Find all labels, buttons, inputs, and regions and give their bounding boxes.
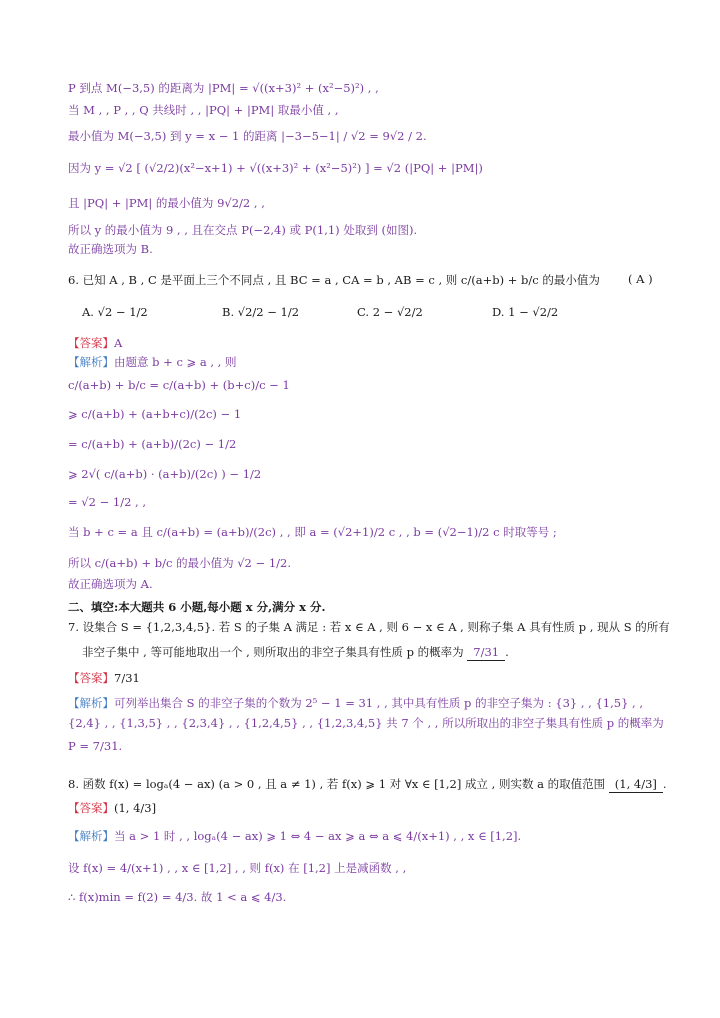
- answer-tag: 【答案】: [68, 336, 114, 350]
- question-7-line2: 非空子集中 , 等可能地取出一个 , 则所取出的非空子集具有性质 p 的概率为 7/31 .: [82, 645, 509, 659]
- question-7-answer: [68, 670, 660, 686]
- answer-tag: 【答案】: [68, 801, 114, 815]
- analysis-line: 当 b + c = a 且 c/(a+b) = (a+b)/(2c) , , 即 a = (√2+1)/2 c , , b = (√2−1)/2 c 时取等号 ;: [68, 525, 557, 539]
- section-heading: 二、填空:本大题共 6 小题,每小题 x 分,满分 x 分.: [68, 600, 326, 614]
- solution5-line: P 到点 M(−3,5) 的距离为 |PM| = √((x+3)² + (x²−5)²) , ,: [68, 81, 379, 95]
- analysis-line: = √2 − 1/2 , ,: [68, 495, 147, 509]
- solution5-line: 当 M , , P , , Q 共线时 , , |PQ| + |PM| 取最小值 , ,: [68, 103, 339, 117]
- question-7-text: 非空子集中 , 等可能地取出一个 , 则所取出的非空子集具有性质 p 的概率为: [82, 645, 464, 659]
- solution5-line: 且 |PQ| + |PM| 的最小值为 9√2/2 , ,: [68, 196, 265, 210]
- answer-value: A: [114, 336, 123, 350]
- analysis-tag: 【解析】: [68, 355, 114, 369]
- option-b: B. √2/2 − 1/2: [222, 305, 300, 319]
- option-d: D. 1 − √2/2: [492, 305, 559, 319]
- analysis-line: 所以 c/(a+b) + b/c 的最小值为 √2 − 1/2.: [68, 556, 291, 570]
- solution5-line: 最小值为 M(−3,5) 到 y = x − 1 的距离 |−3−5−1| / √2 = 9√2 / 2.: [68, 129, 427, 143]
- question-6-analysis: [68, 354, 660, 370]
- analysis-line: 当 a > 1 时 , , logₐ(4 − ax) ⩾ 1 ⇔ 4 − ax ⩾ a ⇔ a ⩽ 4/(x+1) , , x ∈ [1,2].: [114, 829, 522, 843]
- analysis-line: = c/(a+b) + (a+b)/(2c) − 1/2: [68, 437, 237, 451]
- analysis-line: 设 f(x) = 4/(x+1) , , x ∈ [1,2] , , 则 f(x) 在 [1,2] 上是减函数 , ,: [68, 861, 407, 875]
- analysis-line: 可列举出集合 S 的非空子集的个数为 2⁵ − 1 = 31 , , 其中具有性质 p 的非空子集为 : {3} , , {1,5} , ,: [114, 696, 644, 710]
- option-a: A. √2 − 1/2: [82, 305, 148, 319]
- option-c: C. 2 − √2/2: [357, 305, 423, 319]
- analysis-line: 故正确选项为 A.: [68, 577, 153, 591]
- analysis-line: {2,4} , , {1,3,5} , , {2,3,4} , , {1,2,4,5} , , {1,2,3,4,5} 共 7 个 , , 所以所取出的非空子集具有性质 p 的概率为: [68, 716, 664, 730]
- analysis-line: ⩾ 2√( c/(a+b) · (a+b)/(2c) ) − 1/2: [68, 467, 262, 481]
- analysis-tag: 【解析】: [68, 829, 114, 843]
- question-8-stem: 8. 函数 f(x) = logₐ(4 − ax) (a > 0 , 且 a ≠ 1) , 若 f(x) ⩾ 1 对 ∀x ∈ [1,2] 成立 , 则实数 a 的取值范围 (1, 4/3] .: [68, 777, 667, 791]
- analysis-line: 由题意 b + c ⩾ a , , 则: [114, 355, 237, 369]
- answer-tag: 【答案】: [68, 671, 114, 685]
- question-7-line1: 7. 设集合 S = {1,2,3,4,5}. 若 S 的子集 A 满足 : 若 x ∈ A , 则 6 − x ∈ A , 则称子集 A 具有性质 p , 现从 S 的所有: [68, 620, 670, 634]
- question-6-stem: 6. 已知 A , B , C 是平面上三个不同点 , 且 BC = a , CA = b , AB = c , 则 c/(a+b) + b/c 的最小值为: [68, 273, 600, 287]
- analysis-line: P = 7/31.: [68, 739, 123, 753]
- solution5-line: 因为 y = √2 [ (√2/2)(x²−x+1) + √((x+3)² + (x²−5)²) ] = √2 (|PQ| + |PM|): [68, 161, 483, 175]
- question-7-analysis: [68, 695, 660, 711]
- solution5-line: 所以 y 的最小值为 9 , , 且在交点 P(−2,4) 或 P(1,1) 处取到 (如图).: [68, 223, 418, 237]
- analysis-line: ∴ f(x)min = f(2) = 4/3. 故 1 < a ⩽ 4/3.: [68, 890, 287, 904]
- analysis-line: c/(a+b) + b/c = c/(a+b) + (b+c)/c − 1: [68, 378, 290, 392]
- question-6-answer: [68, 335, 660, 351]
- question-8-blank: (1, 4/3]: [609, 776, 663, 793]
- question-8-text: 8. 函数 f(x) = logₐ(4 − ax) (a > 0 , 且 a ≠ 1) , 若 f(x) ⩾ 1 对 ∀x ∈ [1,2] 成立 , 则实数 a 的取值范围: [68, 777, 606, 791]
- question-8-answer: [68, 800, 660, 816]
- question-6-answer-paren: ( A ): [628, 272, 653, 286]
- solution5-line: 故正确选项为 B.: [68, 242, 153, 256]
- question-7-blank: 7/31: [467, 644, 505, 661]
- answer-value: (1, 4/3]: [114, 801, 157, 815]
- answer-value: 7/31: [114, 671, 140, 685]
- question-8-analysis: [68, 828, 660, 844]
- analysis-line: ⩾ c/(a+b) + (a+b+c)/(2c) − 1: [68, 407, 242, 421]
- analysis-tag: 【解析】: [68, 696, 114, 710]
